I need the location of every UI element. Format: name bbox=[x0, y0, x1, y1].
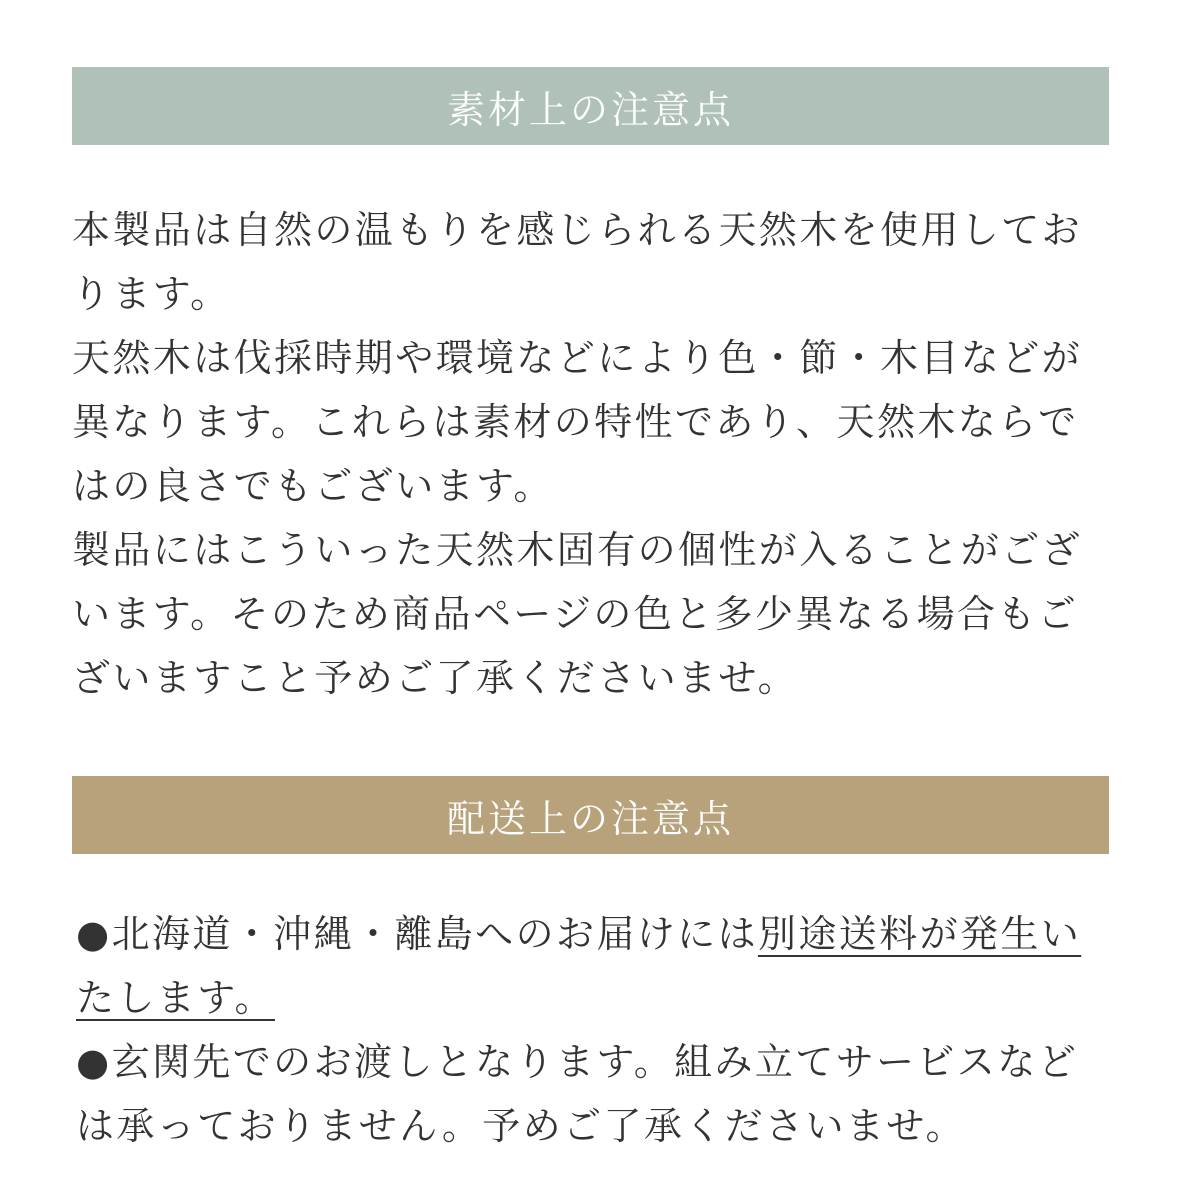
bullet-icon: ● bbox=[76, 1040, 112, 1084]
extra-shipping-fee-notice: 別途送料が発生いたします。 bbox=[76, 912, 1082, 1020]
shipping-note-1 bbox=[76, 902, 1116, 1030]
shipping-note-2 bbox=[76, 1030, 1116, 1158]
shipping-notes-body bbox=[76, 902, 1116, 1158]
bullet-icon: ● bbox=[76, 912, 112, 956]
shipping-note-1-text: 北海道・沖縄・離島へのお届けには bbox=[111, 912, 758, 956]
shipping-note-2-text: 玄関先でのお渡しとなります。組み立てサービスなどは承っておりません。予めご了承くださいませ。 bbox=[76, 1040, 1079, 1148]
material-paragraph-2: 天然木は伐採時期や環境などにより色・節・木目などが異なります。これらは素材の特性であり、天然木ならではの良さでもございます。 bbox=[72, 336, 1083, 508]
material-paragraph-1: 本製品は自然の温もりを感じられる天然木を使用しております。 bbox=[72, 208, 1083, 316]
shipping-notes-header bbox=[72, 776, 1109, 854]
material-notes-body bbox=[72, 198, 1112, 710]
shipping-notes-heading: 配送上の注意点 bbox=[446, 796, 734, 841]
material-notes-heading: 素材上の注意点 bbox=[446, 87, 734, 132]
material-notes-header bbox=[72, 67, 1109, 145]
material-paragraph-3: 製品にはこういった天然木固有の個性が入ることがございます。そのため商品ページの色と多少異なる場合もございますこと予めご了承くださいませ。 bbox=[72, 528, 1083, 700]
